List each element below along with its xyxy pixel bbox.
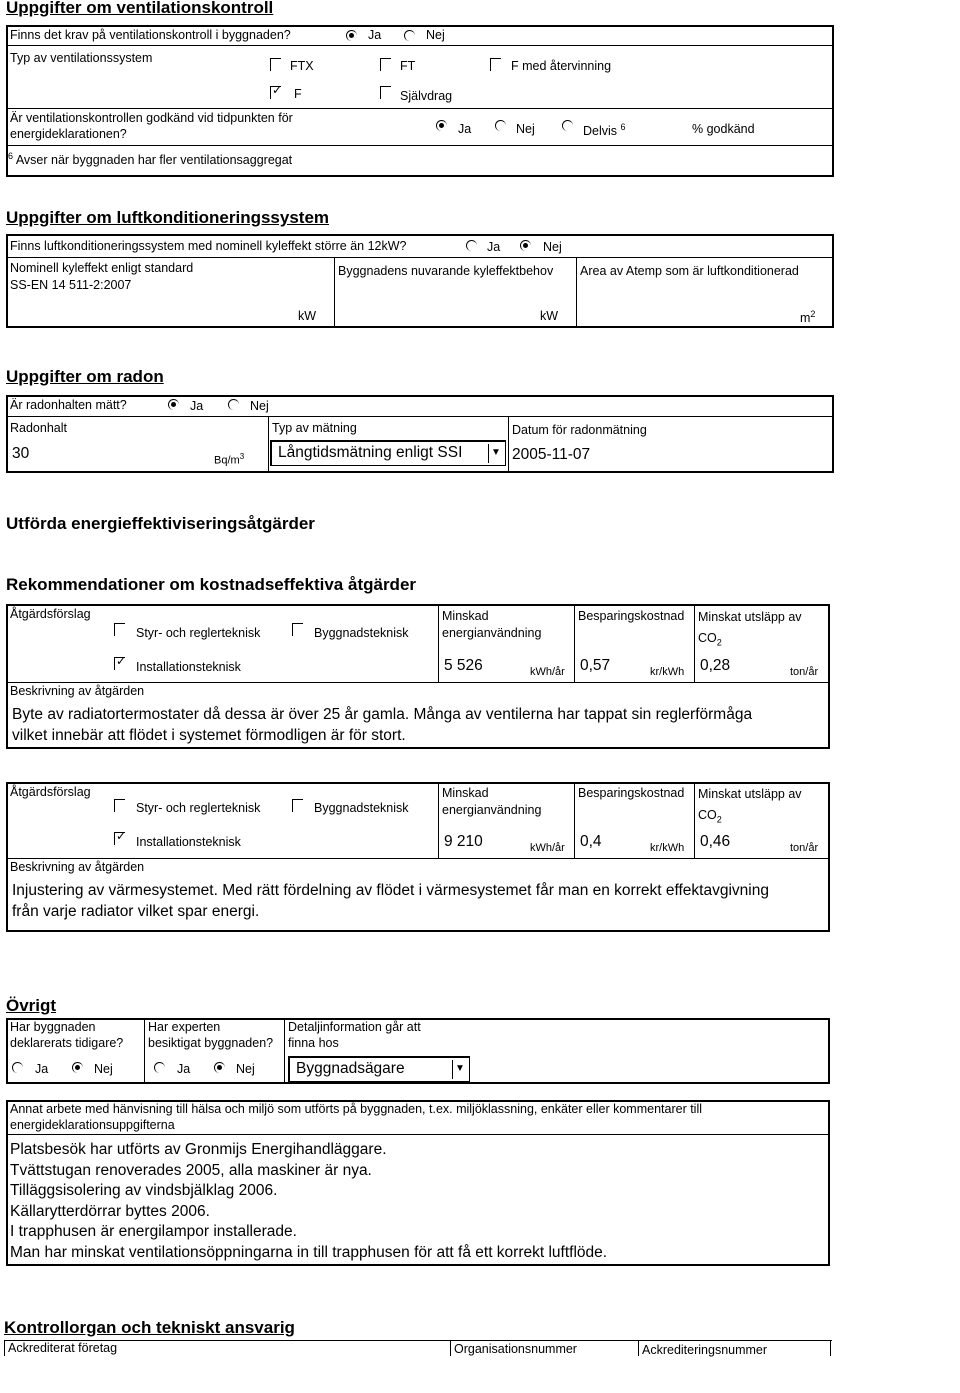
label-yes: Ja [458, 122, 472, 136]
control-col-orgnr: Organisationsnummer [454, 1342, 577, 1356]
details-value: Byggnadsägare [296, 1060, 405, 1077]
label-ft: FT [400, 59, 416, 73]
details-label-1: Detaljinformation går att [288, 1020, 421, 1034]
rec1-checkbox-styr[interactable] [114, 623, 125, 636]
divider [6, 45, 834, 46]
rec2-label-styr: Styr- och reglerteknisk [136, 801, 261, 815]
radon-level-label: Radonhalt [10, 421, 67, 435]
rec1-cost-label: Besparingskostnad [578, 609, 685, 623]
performed-title: Utförda energieffektiviseringsåtgärder [6, 514, 315, 533]
label-partial [583, 122, 626, 140]
rec2-desc-label: Beskrivning av åtgärden [10, 860, 145, 874]
rec2-energy-value[interactable]: 9 210 [444, 833, 483, 850]
radio-inspected-no[interactable] [214, 1062, 225, 1073]
radon-date-value[interactable]: 2005-11-07 [512, 446, 591, 463]
rec1-co2-value[interactable]: 0,28 [700, 657, 731, 674]
divider [6, 416, 834, 417]
rec2-label-install: Installationsteknisk [136, 835, 241, 849]
unit-m: m [800, 311, 811, 326]
ac-title: Uppgifter om luftkonditioneringssystem [6, 208, 330, 227]
q-ventilation-type: Typ av ventilationssystem [10, 51, 153, 65]
rec1-desc-line-1: Byte av radiatortermostater då dessa är över 25 år gamla. Många av ventilerna har tappat sin reglerförmåga [12, 706, 753, 723]
rec2-energy-unit: kWh/år [530, 842, 565, 854]
inspected-label-2: besiktigat byggnaden? [148, 1036, 274, 1050]
label-no: Nej [236, 1062, 255, 1076]
rec1-checkbox-bygg[interactable] [292, 623, 303, 636]
rec2-label: Åtgärdsförslag [10, 785, 91, 799]
rec1-energy-unit: kWh/år [530, 666, 565, 678]
divider [144, 1018, 145, 1084]
radon-level-unit [214, 452, 244, 467]
radio-radon-no[interactable] [228, 399, 239, 410]
radon-type-dropdown[interactable] [270, 440, 506, 466]
declared-label-1: Har byggnaden [10, 1020, 96, 1034]
ac-unit-m2 [800, 309, 815, 327]
label-yes: Ja [190, 399, 204, 413]
divider [638, 1340, 639, 1356]
rec1-cost-value[interactable]: 0,57 [580, 657, 611, 674]
unit-bq-sup: 3 [239, 452, 245, 461]
chevron-down-icon[interactable]: ▼ [452, 1060, 467, 1079]
divider [438, 782, 439, 858]
q-ventilation-approved [10, 111, 330, 142]
radio-required-yes[interactable] [346, 30, 357, 41]
ac-col1-label-1: Nominell kyleffekt enligt standard [10, 261, 194, 275]
details-label-2: finna hos [288, 1036, 339, 1050]
note-line: Platsbesök har utförts av Gronmijs Energihandläggare. [10, 1141, 387, 1158]
radio-ac-yes[interactable] [466, 240, 477, 251]
rec2-co2-label-1: Minskat utsläpp av [698, 787, 802, 801]
radio-radon-yes[interactable] [168, 399, 179, 410]
rec1-description[interactable] [12, 705, 752, 746]
rec1-label-install: Installationsteknisk [136, 660, 241, 674]
ac-col2-label: Byggnadens nuvarande kyleffektbehov [338, 264, 554, 278]
radio-inspected-yes[interactable] [154, 1062, 165, 1073]
recommendations-title: Rekommendationer om kostnadseffektiva åtgärder [6, 575, 417, 594]
label-yes: Ja [177, 1062, 191, 1076]
label-no: Nej [516, 122, 535, 136]
rec2-energy-label-1: Minskad [442, 786, 489, 800]
rec1-energy-label-2: energianvändning [442, 626, 542, 640]
label-no: Nej [543, 240, 562, 254]
divider [450, 1340, 451, 1356]
checkbox-ft[interactable] [380, 58, 391, 71]
label-no: Nej [94, 1062, 113, 1076]
rec1-label-styr: Styr- och reglerteknisk [136, 626, 261, 640]
divider [508, 416, 509, 473]
checkbox-f-med-atervinning[interactable] [490, 58, 501, 71]
divider [4, 1340, 832, 1341]
control-col-accreditation: Ackrediteringsnummer [642, 1343, 768, 1357]
rec1-cost-unit: kr/kWh [650, 666, 685, 678]
radon-date-label: Datum för radonmätning [512, 423, 647, 437]
rec2-label-bygg: Byggnadsteknisk [314, 801, 409, 815]
checkbox-sjalvdrag[interactable] [380, 86, 391, 99]
other-title: Övrigt [6, 996, 57, 1015]
divider [6, 1134, 830, 1135]
radon-title: Uppgifter om radon [6, 367, 164, 386]
note-line: Man har minskat ventilationsöppningarna in till trapphusen för att få ett korrekt luftflöde. [10, 1243, 608, 1261]
rec1-co2-label-2 [698, 631, 722, 649]
radon-type-label: Typ av mätning [272, 421, 357, 435]
rec1-label: Åtgärdsförslag [10, 607, 91, 621]
label-sjalvdrag: Självdrag [400, 89, 453, 103]
rec2-cost-value[interactable]: 0,4 [580, 833, 602, 850]
divider [6, 145, 834, 146]
label-f: F [294, 87, 302, 101]
rec1-energy-label-1: Minskad [442, 609, 489, 623]
rec2-co2-value[interactable]: 0,46 [700, 833, 731, 850]
ventilation-title: Uppgifter om ventilationskontroll [6, 0, 274, 17]
radio-approved-yes[interactable] [436, 120, 447, 131]
divider [574, 604, 575, 682]
notes-text[interactable] [10, 1140, 607, 1263]
rec2-desc-line-1: Injustering av värmesystemet. Med rätt fördelning av flödet i värmesystemet får man en korrekt effektavgivning [12, 882, 769, 899]
rec2-checkbox-install[interactable] [114, 832, 125, 845]
divider [694, 782, 695, 858]
rec2-cost-unit: kr/kWh [650, 842, 685, 854]
divider [284, 1018, 285, 1084]
rec1-checkbox-install[interactable] [114, 657, 125, 670]
note-line: Tilläggsisolering av vindsbjälklag 2006. [10, 1182, 278, 1199]
divider [574, 782, 575, 858]
divider [694, 604, 695, 682]
rec1-co2-label-1: Minskat utsläpp av [698, 610, 802, 624]
divider [4, 1340, 5, 1356]
divider [576, 257, 577, 328]
rec1-label-bygg: Byggnadsteknisk [314, 626, 409, 640]
label-no: Nej [250, 399, 269, 413]
co2-sub: 2 [716, 637, 722, 648]
radio-approved-no[interactable] [495, 120, 506, 131]
unit-bq: Bq/m [214, 454, 240, 467]
rec2-checkbox-styr[interactable] [114, 799, 125, 812]
divider [6, 108, 834, 109]
label-pct-approved: % godkänd [692, 122, 755, 136]
divider [334, 257, 335, 328]
divider [268, 416, 269, 473]
label-no: Nej [426, 28, 445, 42]
rec1-desc-label: Beskrivning av åtgärden [10, 684, 145, 698]
note-line: Källarytterdörrar byttes 2006. [10, 1202, 210, 1220]
note-line: Tvättstugan renoverades 2005, alla maskiner är nya. [10, 1161, 372, 1179]
divider [830, 1340, 831, 1356]
rec1-desc-line-2: vilket innebär att flödet i systemet förmodligen är för stort. [12, 726, 406, 744]
rec1-energy-value[interactable]: 5 526 [444, 657, 483, 674]
radio-required-no[interactable] [404, 30, 415, 41]
label-ftx: FTX [290, 59, 314, 73]
q-approved-text: Är ventilationskontrollen godkänd vid tidpunkten för energideklarationen? [10, 111, 293, 141]
rec2-description[interactable] [12, 881, 769, 922]
notes-label-2: energideklarationsuppgifterna [10, 1118, 175, 1132]
details-dropdown[interactable] [288, 1056, 470, 1082]
radon-level-value[interactable]: 30 [12, 445, 30, 462]
partial-footnote-mark: 6 [620, 122, 626, 132]
rec2-checkbox-bygg[interactable] [292, 799, 303, 812]
footnote-text: Avser när byggnaden har fler ventilationsaggregat [15, 153, 293, 168]
divider [6, 858, 830, 859]
footnote-mark: 6 [8, 151, 14, 161]
ac-col1-label-2: SS-EN 14 511-2:2007 [10, 278, 132, 292]
radio-approved-partial[interactable] [562, 120, 573, 131]
divider [6, 682, 830, 683]
ventilation-footnote [8, 151, 292, 169]
co2-text: CO [698, 808, 717, 822]
control-title: Kontrollorgan och tekniskt ansvarig [4, 1318, 295, 1337]
notes-label-1: Annat arbete med hänvisning till hälsa och miljö som utförts på byggnaden, t.ex. miljöklassning, enkäter eller kommentarer till [10, 1102, 703, 1116]
radon-type-value: Långtidsmätning enligt SSI [278, 444, 463, 461]
co2-sub: 2 [716, 814, 722, 825]
q-radon-measured: Är radonhalten mätt? [10, 398, 127, 412]
radio-declared-no[interactable] [72, 1062, 83, 1073]
rec2-energy-label-2: energianvändning [442, 803, 542, 817]
label-yes: Ja [487, 240, 501, 254]
ac-unit-kw-2: kW [540, 309, 559, 323]
label-yes: Ja [35, 1062, 49, 1076]
unit-m-sup: 2 [810, 309, 816, 319]
chevron-down-icon[interactable]: ▼ [488, 444, 503, 463]
rec2-co2-label-2 [698, 808, 722, 826]
rec2-desc-line-2: från varje radiator vilket spar energi. [12, 902, 260, 920]
co2-text: CO [698, 631, 717, 645]
checkbox-f[interactable] [270, 86, 281, 99]
note-line: I trapphusen är energilampor installerade. [10, 1223, 297, 1240]
ac-col3-label: Area av Atemp som är luftkonditionerad [580, 264, 799, 278]
q-ac-exists: Finns luftkonditioneringssystem med nominell kyleffekt större än 12kW? [10, 239, 407, 253]
declared-label-2: deklarerats tidigare? [10, 1036, 124, 1050]
radio-declared-yes[interactable] [12, 1062, 23, 1073]
radio-ac-no[interactable] [520, 240, 531, 251]
label-f-med-atervinning: F med återvinning [511, 59, 612, 73]
divider [6, 257, 834, 258]
checkbox-ftx[interactable] [270, 58, 281, 71]
control-col-company: Ackrediterat företag [8, 1341, 118, 1355]
label-yes: Ja [368, 28, 382, 42]
rec2-co2-unit: ton/år [790, 842, 819, 854]
ac-unit-kw-1: kW [298, 309, 317, 323]
rec1-co2-unit: ton/år [790, 666, 819, 678]
divider [438, 604, 439, 682]
q-ventilation-required: Finns det krav på ventilationskontroll i byggnaden? [10, 28, 291, 42]
rec2-cost-label: Besparingskostnad [578, 786, 685, 800]
inspected-label-1: Har experten [148, 1020, 221, 1034]
partial-text: Delvis [583, 124, 618, 139]
